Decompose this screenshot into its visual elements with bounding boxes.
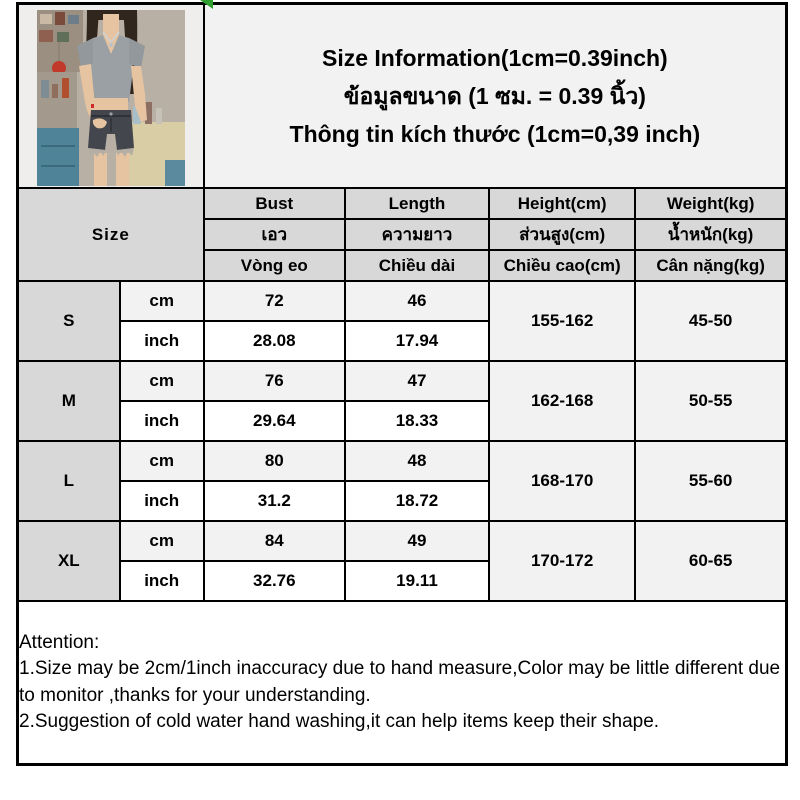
bust-cm-value: 80 — [204, 441, 345, 481]
title-en: Size Information(1cm=0.39inch) — [321, 45, 668, 71]
weight-range: 60-65 — [635, 521, 786, 601]
title-th: ข้อมูลขนาด (1 ซม. = 0.39 นิ้ว) — [343, 83, 646, 109]
attention-heading: Attention: — [19, 631, 100, 653]
product-photo — [37, 10, 185, 186]
height-range: 162-168 — [489, 361, 635, 441]
col-header-weight-en: Weight(kg) — [635, 188, 786, 219]
bust-cm-value: 76 — [204, 361, 345, 401]
unit-cm-label: cm — [120, 441, 204, 481]
bust-inch-value: 29.64 — [204, 401, 345, 441]
col-header-bust-th: เอว — [204, 219, 345, 250]
green-corner-icon — [200, 0, 213, 9]
col-header-height-th: ส่วนสูง(cm) — [489, 219, 635, 250]
height-range: 155-162 — [489, 281, 635, 361]
size-column-header: Size — [18, 188, 204, 281]
weight-range: 50-55 — [635, 361, 786, 441]
product-photo-cell — [18, 4, 204, 189]
col-header-weight-th: น้ำหนัก(kg) — [635, 219, 786, 250]
weight-range: 55-60 — [635, 441, 786, 521]
size-information-table — [16, 2, 788, 766]
length-cm-value: 47 — [345, 361, 489, 401]
bust-inch-value: 28.08 — [204, 321, 345, 361]
attention-note-1: 1.Size may be 2cm/1inch inaccuracy due to hand measure,Color may be little different due to monitor ,thanks for your understanding. — [19, 658, 781, 706]
col-header-length-th: ความยาว — [345, 219, 489, 250]
length-inch-value: 18.33 — [345, 401, 489, 441]
col-header-length-en: Length — [345, 188, 489, 219]
bust-inch-value: 32.76 — [204, 561, 345, 601]
bust-inch-value: 31.2 — [204, 481, 345, 521]
col-header-height-vi: Chiều cao(cm) — [489, 250, 635, 281]
unit-cm-label: cm — [120, 361, 204, 401]
col-header-weight-vi: Cân nặng(kg) — [635, 250, 786, 281]
title-vi: Thông tin kích thước (1cm=0,39 inch) — [289, 121, 701, 147]
col-header-bust-vi: Vòng eo — [204, 250, 345, 281]
height-range: 168-170 — [489, 441, 635, 521]
unit-inch-label: inch — [120, 321, 204, 361]
size-label-m: M — [18, 361, 120, 441]
unit-inch-label: inch — [120, 401, 204, 441]
col-header-length-vi: Chiều dài — [345, 250, 489, 281]
length-cm-value: 46 — [345, 281, 489, 321]
length-inch-value: 17.94 — [345, 321, 489, 361]
length-cm-value: 48 — [345, 441, 489, 481]
col-header-bust-en: Bust — [204, 188, 345, 219]
length-cm-value: 49 — [345, 521, 489, 561]
unit-inch-label: inch — [120, 481, 204, 521]
unit-cm-label: cm — [120, 521, 204, 561]
size-label-l: L — [18, 441, 120, 521]
height-range: 170-172 — [489, 521, 635, 601]
attention-section — [18, 601, 787, 765]
unit-inch-label: inch — [120, 561, 204, 601]
bust-cm-value: 84 — [204, 521, 345, 561]
size-label-xl: XL — [18, 521, 120, 601]
weight-range: 45-50 — [635, 281, 786, 361]
attention-note-2: 2.Suggestion of cold water hand washing,it can help items keep their shape. — [19, 711, 660, 732]
title-cell — [204, 4, 787, 189]
col-header-height-en: Height(cm) — [489, 188, 635, 219]
unit-cm-label: cm — [120, 281, 204, 321]
size-label-s: S — [18, 281, 120, 361]
bust-cm-value: 72 — [204, 281, 345, 321]
length-inch-value: 19.11 — [345, 561, 489, 601]
length-inch-value: 18.72 — [345, 481, 489, 521]
